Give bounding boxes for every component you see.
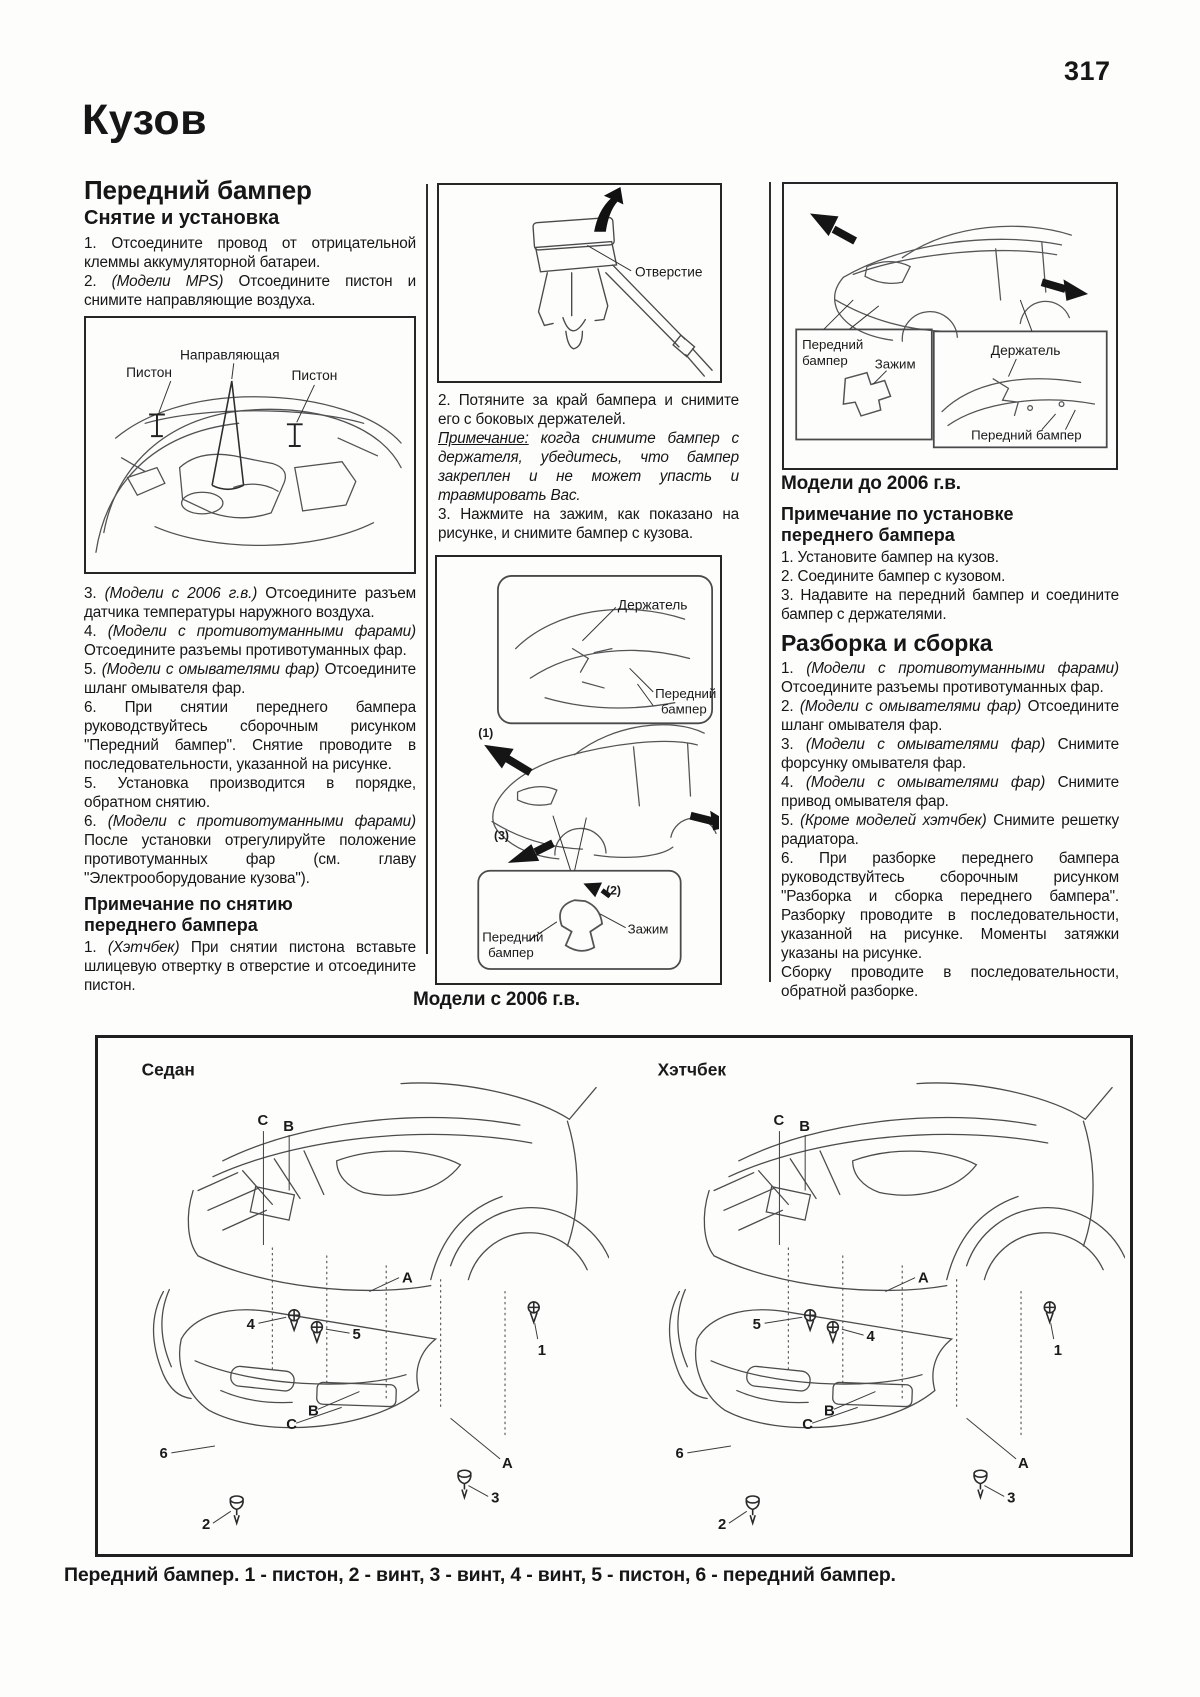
direction-arrows — [810, 213, 1088, 300]
note-title-line1: Примечание по снятию — [84, 894, 293, 914]
label-front-bumper-right: Передний бампер — [971, 427, 1082, 443]
callout-B-face: B — [823, 1403, 835, 1420]
label-holder: Держатель — [990, 342, 1061, 358]
callout-A: A — [918, 1270, 929, 1287]
step: 5. (Модели с омывателями фар) Отсоедините шланг омывателя фар. — [84, 661, 416, 697]
callout-1: 1 — [1053, 1342, 1062, 1359]
label-front-bumper-bottom-1: Передний — [482, 929, 544, 945]
callout-3: 3 — [491, 1490, 500, 1507]
step: 3. Нажмите на зажим, как показано на рисунке, и снимите бампер с кузова. — [438, 506, 739, 542]
callout-6: 6 — [675, 1445, 684, 1462]
right-column — [781, 473, 1119, 1001]
callout-4: 4 — [246, 1317, 255, 1334]
step: 3. (Модели с омывателями фар) Снимите форсунку омывателя фар. — [781, 736, 1119, 772]
figure-piston-hole — [437, 183, 722, 383]
step: 5. Установка производится в порядке, обратном снятию. — [84, 775, 417, 811]
caption-models-before-2006: Модели до 2006 г.в. — [781, 473, 961, 494]
column-divider-right — [769, 182, 771, 982]
step: 2. Соедините бампер с кузовом. — [781, 568, 1006, 585]
label-clip: Зажим — [627, 921, 669, 937]
install-note-title-line2: переднего бампера — [781, 525, 955, 545]
step: 2. (Модели MPS) Отсоедините пистон и снимите направляющие воздуха. — [84, 273, 417, 309]
install-note-title-line1: Примечание по установке — [781, 504, 1014, 524]
column-divider-left — [426, 184, 428, 954]
callout-5: 5 — [352, 1327, 361, 1344]
callout-2: (2) — [606, 883, 622, 898]
step: 4. (Модели с противотуманными фарами) Отсоедините разъемы противотуманных фар. — [84, 623, 416, 659]
figure-models-before-2006 — [782, 182, 1118, 470]
callout-1: (1) — [478, 726, 494, 741]
callout-C-top: C — [773, 1113, 785, 1130]
callout-B-top: B — [799, 1119, 810, 1136]
callout-B-face: B — [307, 1403, 319, 1420]
bumper-removal-pre2006-drawing — [784, 184, 1115, 467]
label-front-bumper-left-1: Передний — [802, 337, 864, 353]
label-piston-left: Пистон — [126, 365, 173, 381]
step: 2. Потяните за край бампера и снимите его с боковых держателей. — [438, 392, 739, 428]
figure-models-from-2006 — [435, 555, 722, 985]
callout-A-low: A — [502, 1455, 513, 1472]
step: 1. (Модели с противотуманными фарами) Отсоедините разъемы противотуманных фар. — [781, 660, 1119, 696]
label-clip: Зажим — [874, 356, 916, 372]
note-title-line2: переднего бампера — [84, 915, 258, 935]
section-disassembly-title: Разборка и сборка — [781, 630, 993, 656]
label-piston-right: Пистон — [291, 368, 338, 384]
step: 6. При разборке переднего бампера руководствуйтесь сборочным рисунком "Разборка и сборка переднего бампера". Разборку проводите в последовательности, указанной на рисунке. Моменты затяжки указаны на рисунке. — [781, 850, 1119, 962]
callout-A: A — [402, 1270, 413, 1287]
middle-column-text — [438, 391, 739, 543]
callout-2: 2 — [718, 1517, 727, 1534]
callout-5: 5 — [752, 1317, 761, 1334]
step: 1. Установите бампер на кузов. — [781, 549, 999, 566]
page-title: Кузов — [82, 96, 208, 144]
step: 3. Надавите на передний бампер и соедините бампер с держателями. — [781, 587, 1119, 623]
step: 3. (Модели с 2006 г.в.) Отсоедините разъем датчика температуры наружного воздуха. — [84, 585, 416, 621]
piston-screwdriver-drawing — [439, 185, 719, 380]
callout-1: 1 — [537, 1342, 546, 1359]
callout-3: 3 — [1007, 1490, 1016, 1507]
callout-6: 6 — [159, 1445, 168, 1462]
sedan-exploded-view — [104, 1042, 609, 1545]
engine-bay-drawing — [86, 318, 413, 569]
callout-C-face: C — [802, 1417, 813, 1434]
callout-2: 2 — [202, 1517, 211, 1534]
callout-A-low: A — [1018, 1455, 1029, 1472]
label-holder: Держатель — [617, 597, 688, 613]
step: Сборку проводите в последовательности, обратной разборке. — [781, 964, 1119, 1000]
caption-models-from-2006: Модели с 2006 г.в. — [413, 989, 580, 1010]
step: 5. (Кроме моделей хэтчбек) Снимите решетку радиатора. — [781, 812, 1119, 848]
callout-C-top: C — [257, 1113, 269, 1130]
label-front-bumper-left-2: бампер — [802, 352, 848, 368]
left-column — [84, 176, 416, 995]
label-front-bumper-2: бампер — [661, 701, 707, 717]
hatchback-exploded-view — [620, 1042, 1125, 1545]
subsection-title: Снятие и установка — [84, 207, 280, 229]
step: 2. (Модели с омывателями фар) Отсоедините шланг омывателя фар. — [781, 698, 1119, 734]
callout-C-face: C — [286, 1417, 297, 1434]
section-title: Передний бампер — [84, 175, 312, 205]
label-hole: Отверстие — [635, 264, 703, 280]
variant-label-hatchback: Хэтчбек — [657, 1059, 727, 1080]
callout-3: (3) — [493, 828, 509, 843]
label-front-bumper-1: Передний — [655, 685, 717, 701]
note-paragraph: Примечание: когда снимите бампер с держателя, убедитесь, что бампер закреплен и не может упасть и травмировать Вас. — [438, 430, 739, 504]
step: 6. При снятии переднего бампера руководствуйтесь сборочным рисунком "Передний бампер". Снятие проводите в последовательности, указанной на рисунке. — [84, 699, 416, 773]
bottom-figure-caption: Передний бампер. 1 - пистон, 2 - винт, 3 - винт, 4 - винт, 5 - пистон, 6 - передний бампер. — [64, 1564, 896, 1586]
variant-label-sedan: Седан — [141, 1059, 195, 1080]
figure-air-guides — [84, 316, 416, 574]
page-number: 317 — [1064, 56, 1111, 86]
callout-B-top: B — [283, 1119, 294, 1136]
step: 6. (Модели с противотуманными фарами) После установки отрегулируйте положение противотуманных фар (см. главу "Электрооборудование кузова"). — [84, 813, 416, 887]
step: 4. (Модели с омывателями фар) Снимите привод омывателя фар. — [781, 774, 1119, 810]
step: 1. (Хэтчбек) При снятии пистона вставьте шлицевую отвертку в отверстие и отсоедините пистон. — [84, 939, 416, 994]
label-guide: Направляющая — [180, 347, 280, 363]
removal-arrow — [594, 187, 623, 232]
bumper-removal-2006-drawing — [437, 557, 719, 982]
callout-4: 4 — [866, 1329, 875, 1346]
note-label: Примечание: — [438, 430, 529, 447]
figure-front-bumper-exploded — [95, 1035, 1133, 1557]
step: 1. Отсоедините провод от отрицательной клеммы аккумуляторной батареи. — [84, 235, 416, 271]
label-front-bumper-bottom-2: бампер — [488, 945, 534, 961]
